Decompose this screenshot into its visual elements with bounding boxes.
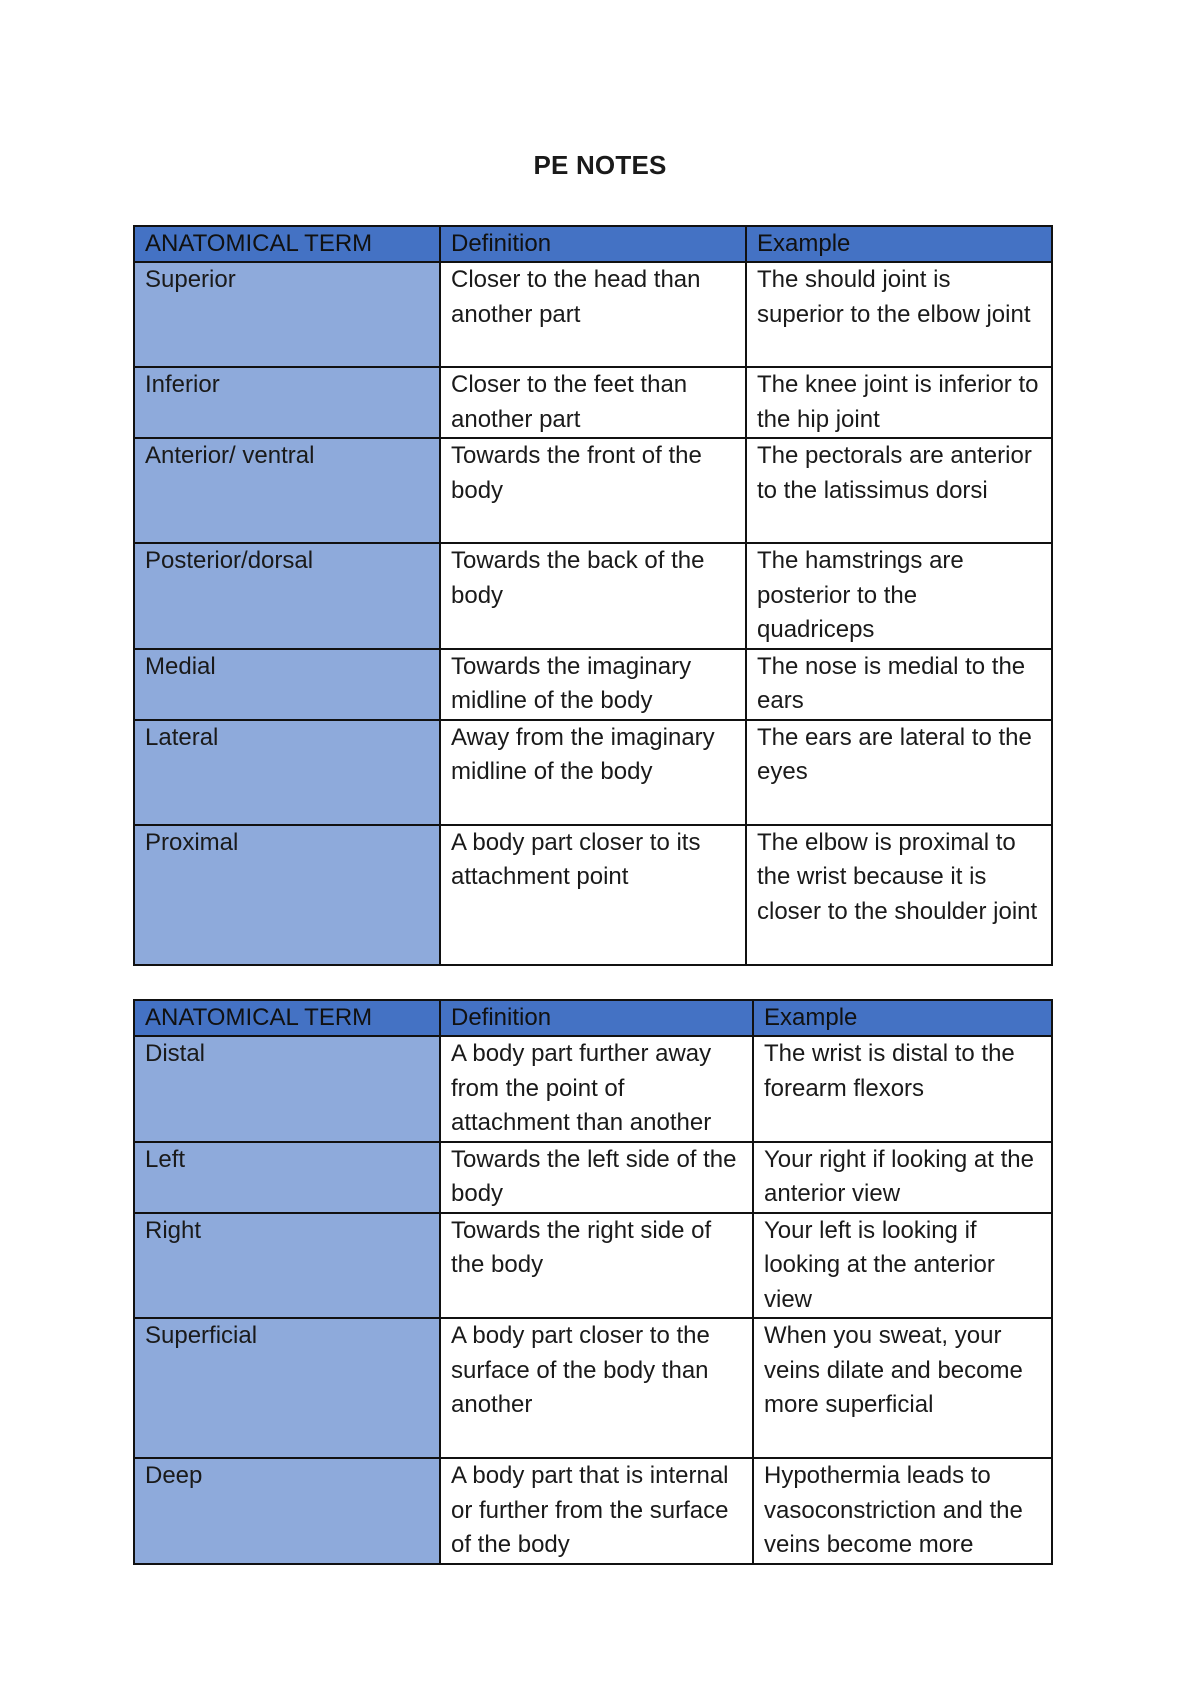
definition-cell: A body part closer to its attachment point xyxy=(440,825,746,965)
definition-cell: A body part further away from the point of attachment than another xyxy=(440,1036,753,1142)
term-cell: Deep xyxy=(134,1458,440,1564)
table-row xyxy=(134,720,1052,825)
table-row xyxy=(134,1213,1052,1319)
term-cell: Anterior/ ventral xyxy=(134,438,440,543)
term-cell: Superficial xyxy=(134,1318,440,1458)
example-cell: Hypothermia leads to vasoconstriction and the veins become more xyxy=(753,1458,1052,1564)
definition-cell: Towards the left side of the body xyxy=(440,1142,753,1213)
example-cell: The elbow is proximal to the wrist because it is closer to the shoulder joint xyxy=(746,825,1052,965)
example-cell: Your left is looking if looking at the anterior view xyxy=(753,1213,1052,1319)
term-cell: Distal xyxy=(134,1036,440,1142)
anatomical-terms-table-2 xyxy=(133,999,1053,1565)
anatomical-terms-table-1 xyxy=(133,225,1053,966)
table-row xyxy=(134,649,1052,720)
term-cell: Right xyxy=(134,1213,440,1319)
example-cell: Your right if looking at the anterior view xyxy=(753,1142,1052,1213)
table-row xyxy=(134,1142,1052,1213)
column-header-definition: Definition xyxy=(440,1000,753,1036)
definition-cell: Closer to the feet than another part xyxy=(440,367,746,438)
example-cell: The wrist is distal to the forearm flexors xyxy=(753,1036,1052,1142)
term-cell: Superior xyxy=(134,262,440,367)
table-row xyxy=(134,825,1052,965)
table-header-row xyxy=(134,1000,1052,1036)
table-row xyxy=(134,262,1052,367)
term-cell: Medial xyxy=(134,649,440,720)
definition-cell: Closer to the head than another part xyxy=(440,262,746,367)
page-title: PE NOTES xyxy=(533,150,667,180)
table-row xyxy=(134,1318,1052,1458)
column-header-example: Example xyxy=(746,226,1052,262)
table-header-row xyxy=(134,226,1052,262)
definition-cell: Towards the right side of the body xyxy=(440,1213,753,1319)
definition-cell: Towards the front of the body xyxy=(440,438,746,543)
definition-cell: Towards the back of the body xyxy=(440,543,746,649)
example-cell: The should joint is superior to the elbow joint xyxy=(746,262,1052,367)
definition-cell: A body part closer to the surface of the body than another xyxy=(440,1318,753,1458)
table-row xyxy=(134,1458,1052,1564)
term-cell: Inferior xyxy=(134,367,440,438)
table-row xyxy=(134,1036,1052,1142)
term-cell: Proximal xyxy=(134,825,440,965)
column-header-term: ANATOMICAL TERM xyxy=(134,226,440,262)
term-cell: Posterior/dorsal xyxy=(134,543,440,649)
example-cell: The hamstrings are posterior to the quadriceps xyxy=(746,543,1052,649)
definition-cell: A body part that is internal or further from the surface of the body xyxy=(440,1458,753,1564)
example-cell: The nose is medial to the ears xyxy=(746,649,1052,720)
definition-cell: Towards the imaginary midline of the body xyxy=(440,649,746,720)
term-cell: Left xyxy=(134,1142,440,1213)
example-cell: The pectorals are anterior to the latissimus dorsi xyxy=(746,438,1052,543)
table-row xyxy=(134,543,1052,649)
column-header-example: Example xyxy=(753,1000,1052,1036)
column-header-term: ANATOMICAL TERM xyxy=(134,1000,440,1036)
table-row xyxy=(134,367,1052,438)
example-cell: The ears are lateral to the eyes xyxy=(746,720,1052,825)
term-cell: Lateral xyxy=(134,720,440,825)
table-row xyxy=(134,438,1052,543)
definition-cell: Away from the imaginary midline of the body xyxy=(440,720,746,825)
column-header-definition: Definition xyxy=(440,226,746,262)
example-cell: When you sweat, your veins dilate and become more superficial xyxy=(753,1318,1052,1458)
example-cell: The knee joint is inferior to the hip joint xyxy=(746,367,1052,438)
